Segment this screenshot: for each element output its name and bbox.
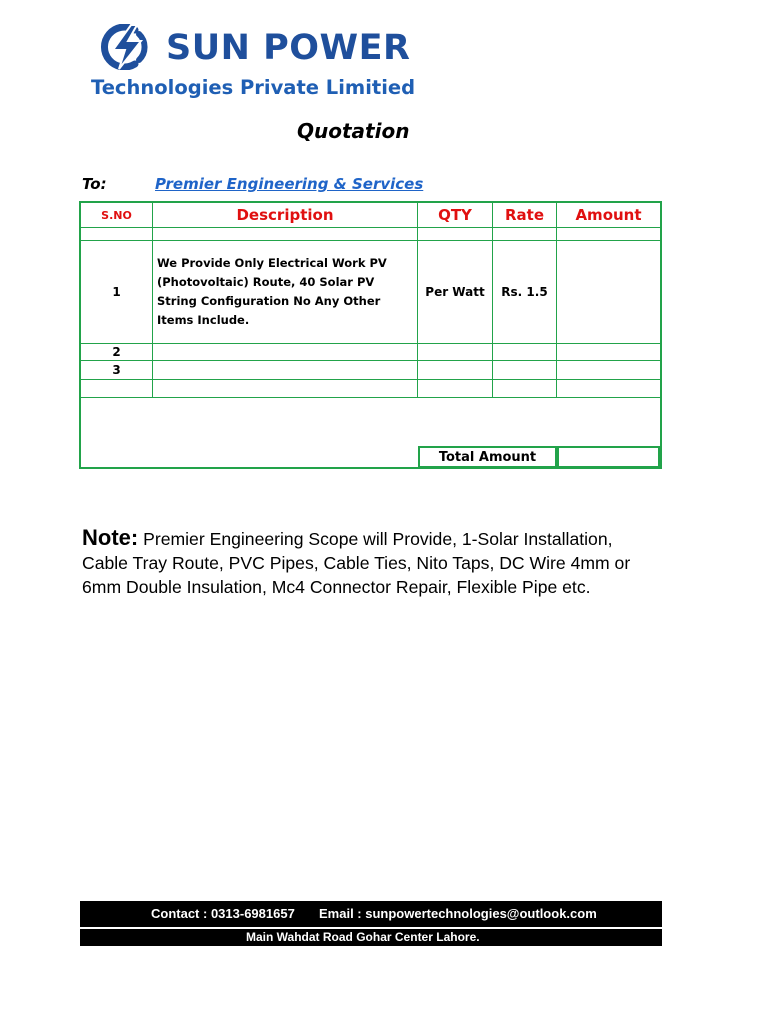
row1-qty: Per Watt — [425, 285, 485, 299]
header-qty: QTY — [438, 206, 472, 224]
footer-contact-bar — [80, 901, 662, 927]
document-title: Quotation — [297, 119, 410, 143]
footer-contact: Contact : 0313-6981657 — [151, 906, 295, 921]
note-label: Note: — [82, 525, 139, 550]
company-name: SUN POWER — [166, 28, 411, 68]
footer-address-bar — [80, 929, 662, 946]
row-divider — [81, 343, 660, 344]
row1-description: We Provide Only Electrical Work PV (Photovoltaic) Route, 40 Solar PV String Configuration No Any Other Items Include. — [157, 256, 387, 327]
row1-amount — [557, 241, 660, 343]
footer-address: Main Wahdat Road Gohar Center Lahore. — [246, 930, 480, 944]
row2-sno: 2 — [112, 345, 121, 359]
note-paragraph — [82, 526, 662, 599]
company-subtitle: Technologies Private Limitied — [91, 76, 416, 99]
header-sno: S.NO — [101, 208, 132, 222]
header-rate: Rate — [504, 206, 545, 224]
footer-email: Email : sunpowertechnologies@outlook.com — [319, 906, 597, 921]
row1-sno: 1 — [112, 285, 121, 299]
client-name: Premier Engineering & Services — [155, 175, 424, 193]
row-divider — [81, 397, 660, 398]
lightning-bolt-circle-icon — [95, 24, 159, 70]
header-description: Description — [236, 206, 334, 224]
row-divider — [81, 360, 660, 361]
to-label: To: — [82, 175, 107, 193]
total-value-cell — [557, 446, 660, 468]
quotation-table — [79, 201, 662, 469]
row-divider — [81, 379, 660, 380]
total-label-cell — [418, 446, 557, 468]
total-value — [559, 448, 658, 466]
row3-sno: 3 — [112, 363, 121, 377]
total-label: Total Amount — [438, 449, 537, 465]
row-divider — [81, 227, 660, 228]
note-text: Premier Engineering Scope will Provide, 1-Solar Installation, Cable Tray Route, PVC Pipes, Cable Ties, Nito Taps, DC Wire 4mm or 6mm Double Insulation, Mc4 Connector Repair, Flexible Pipe etc. — [82, 529, 631, 597]
row1-rate: Rs. 1.5 — [501, 285, 548, 299]
header-amount: Amount — [575, 206, 642, 224]
